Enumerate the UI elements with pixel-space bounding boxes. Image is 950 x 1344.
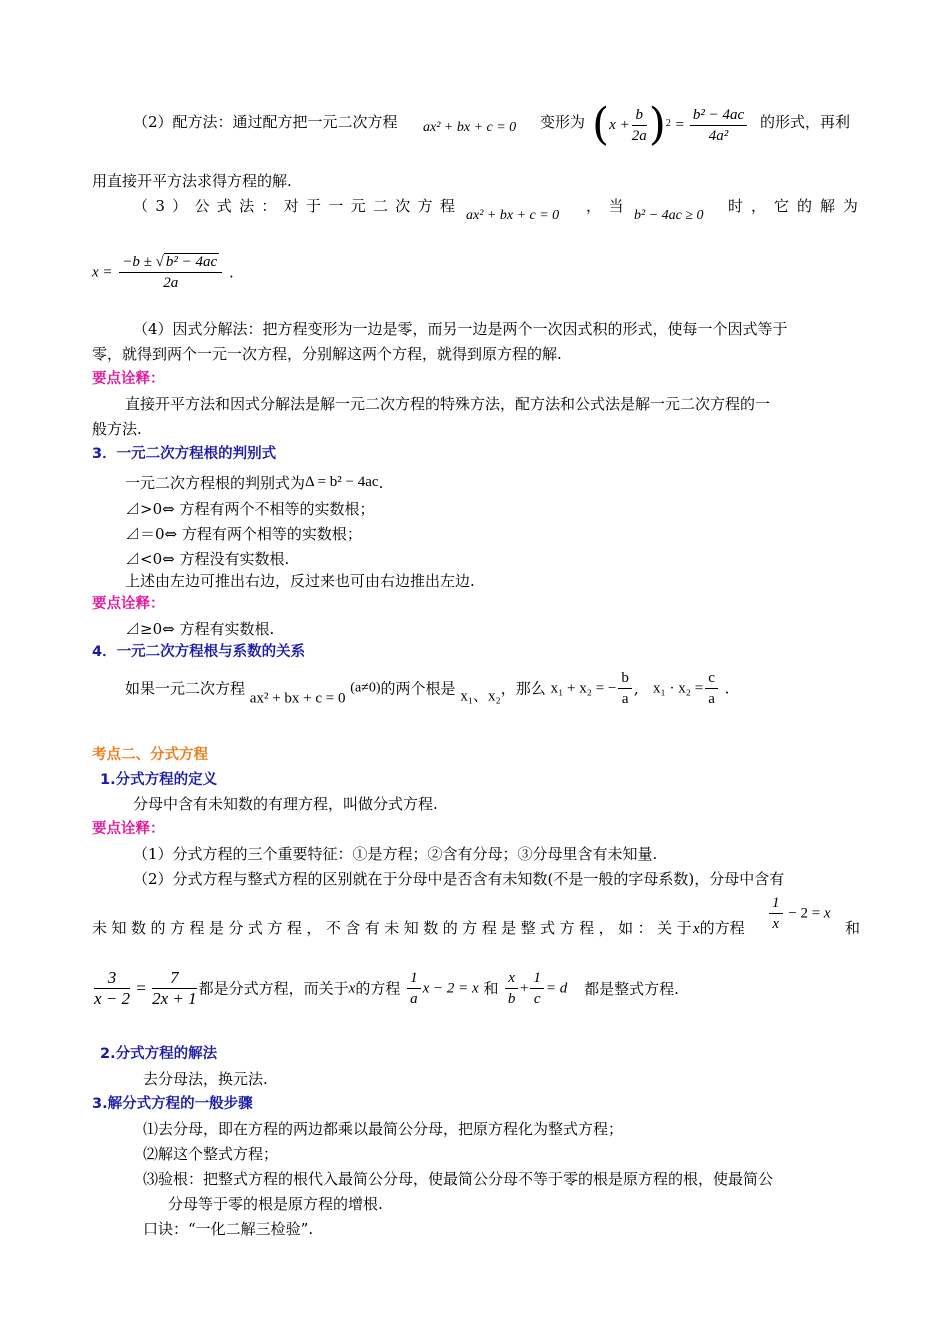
char: 不 <box>325 919 341 937</box>
transform-label: 变形为 <box>540 113 586 131</box>
char: 如 <box>618 919 634 937</box>
char: 数 <box>423 919 439 937</box>
char: 式 <box>540 919 556 937</box>
char: 的 <box>150 919 166 937</box>
char: 是 <box>208 919 224 937</box>
char: 为 <box>842 197 858 215</box>
char: 未 <box>384 919 400 937</box>
converse-note: 上述由左边可推出右边，反过来也可由右边推出左边. <box>125 572 475 590</box>
char: 于 <box>676 919 692 937</box>
note3-line2: （2）分式方程与整式方程的区别就在于分母中是否含有未知数(不是一般的字母系数)，分母中含有 <box>133 870 785 888</box>
vieta-line: 如果一元二次方程 ax² + bx + c = 0 (a≠0)的两个根是 x₁、x₂，那么 x₁ + x₂ = − $\frac{b}{a}$ , x₁ · x₂ = $\frac{c}{a}$ . <box>125 670 730 707</box>
note3-line1: （1）分式方程的三个重要特征：①是方程；②含有分母；③分母里含有未知量. <box>133 845 658 863</box>
subtitle-definition: 1.分式方程的定义 <box>100 772 218 788</box>
discriminant-def: 一元二次方程根的判别式为Δ = b² − 4ac. <box>125 474 384 492</box>
case-negative: ⊿<0⇔ 方程没有实数根. <box>125 550 290 568</box>
step-3-continued: 分母等于零的根是原方程的增根. <box>168 1195 383 1213</box>
case-nonnegative: ⊿≥0⇔ 方程有实数根. <box>125 620 275 638</box>
note3-line4: $\frac{3}{x - 2}$ = $\frac{7}{2x + 1}$ 都是分式方程，而关于x的方程 $\frac{1}{a}$ x − 2 = x 和 $\frac{x}{b}$ + $\frac{1}{c}$ = d 都是整式方程. <box>94 968 679 1008</box>
method4-line2: 零，就得到两个一元一次方程，分别解这两个方程，就得到原方程的解. <box>92 345 562 363</box>
char: ， <box>750 197 766 215</box>
method4-line1: （4）因式分解法：把方程变形为一边是零，而另一边是两个一次因式积的形式，使每一个因式等于 <box>133 320 788 338</box>
case-positive: ⊿>0⇔ 方程有两个不相等的实数根； <box>125 500 375 518</box>
char: 未 <box>92 919 108 937</box>
char: 式 <box>216 197 232 215</box>
method2-line1-end: 的形式，再利 <box>760 113 851 131</box>
char: 整 <box>520 919 536 937</box>
note1-line2: 般方法. <box>92 420 142 438</box>
and-word-1: 和 <box>845 919 861 937</box>
subtitle-steps: 3.解分式方程的一般步骤 <box>92 1096 253 1112</box>
step-2: ⑵解这个整式方程； <box>143 1145 279 1163</box>
note3-line3-x: x的方程 <box>693 919 745 937</box>
char: ， <box>306 919 322 937</box>
rhyme: 口诀：“一化二解三检验”. <box>143 1220 314 1238</box>
fraction-eq-definition: 分母中含有未知数的有理方程，叫做分式方程. <box>133 795 438 813</box>
note-label-3: 要点诠释： <box>92 821 165 837</box>
char: 方 <box>559 919 575 937</box>
char: 是 <box>501 919 517 937</box>
char: 方 <box>462 919 478 937</box>
char: 一 <box>328 197 344 215</box>
char: 解 <box>819 197 835 215</box>
char: 程 <box>439 197 455 215</box>
char: 知 <box>403 919 419 937</box>
char: 程 <box>286 919 302 937</box>
method2-line1: （2）配方法：通过配方把一元二次方程 <box>133 113 398 131</box>
char: 时 <box>728 197 744 215</box>
char: 对 <box>283 197 299 215</box>
char: 知 <box>111 919 127 937</box>
char: ： <box>261 197 277 215</box>
note3-line3 <box>92 918 692 938</box>
char: ） <box>172 197 188 215</box>
char: 3 <box>155 197 165 215</box>
char: 程 <box>579 919 595 937</box>
char: 含 <box>345 919 361 937</box>
char: 它 <box>773 197 789 215</box>
char: 分 <box>228 919 244 937</box>
char: 法 <box>239 197 255 215</box>
keypoint2-title: 考点二、分式方程 <box>92 747 208 763</box>
char: 程 <box>189 919 205 937</box>
char: 式 <box>247 919 263 937</box>
char: 的 <box>796 197 812 215</box>
step-3: ⑶验根：把整式方程的根代入最简公分母，使最简公分母不等于零的根是原方程的根，使最简公 <box>143 1170 774 1188</box>
method3-when: ， 当 <box>586 197 624 215</box>
char: （ <box>133 197 149 215</box>
char: 有 <box>364 919 380 937</box>
char: ： <box>637 919 653 937</box>
step-1: ⑴去分母，即在方程的两边都乘以最简公分母，把原方程化为整式方程； <box>143 1120 624 1138</box>
method2-line2: 用直接开平方法求得方程的解. <box>92 172 292 190</box>
char: 数 <box>130 919 146 937</box>
char: 元 <box>350 197 366 215</box>
char: 二 <box>372 197 388 215</box>
char: ， <box>598 919 614 937</box>
char: 方 <box>417 197 433 215</box>
solution-methods: 去分母法，换元法. <box>143 1070 268 1088</box>
char: 公 <box>194 197 210 215</box>
subtitle-solution-methods: 2.分式方程的解法 <box>100 1046 218 1062</box>
quadratic-equation: ax² + bx + c = 0 <box>423 120 517 135</box>
char: 于 <box>306 197 322 215</box>
char: 方 <box>169 919 185 937</box>
completed-square-formula: (x + $\frac{b}{2a}$ )$^2$ = $\frac{\text{b² − 4ac}}{\text{4a²}}$ <box>592 102 749 152</box>
note-label-1: 要点诠释： <box>92 371 165 387</box>
note1-line1: 直接开平方法和因式分解法是解一元二次方程的特殊方法，配方法和公式法是解一元二次方程的一 <box>125 395 771 413</box>
method3-line1-tail <box>728 196 858 216</box>
section3-title: 3．一元二次方程根的判别式 <box>92 446 277 462</box>
char: 方 <box>267 919 283 937</box>
char: 关 <box>657 919 673 937</box>
char: 的 <box>442 919 458 937</box>
example-eq-1: $\frac{1}{x}$ − 2 = x <box>767 893 831 943</box>
quadratic-formula: x = $\frac{\text{−b ± √ b² − 4ac}}{2a}$ . <box>92 254 234 291</box>
char: 程 <box>481 919 497 937</box>
discriminant-condition: b² − 4ac ≥ 0 <box>634 208 704 223</box>
char: 次 <box>395 197 411 215</box>
case-zero: ⊿＝0⇔ 方程有两个相等的实数根； <box>125 525 362 543</box>
note-label-2: 要点诠释： <box>92 596 165 612</box>
method3-equation: ax² + bx + c = 0 <box>466 208 560 223</box>
section4-title: 4．一元二次方程根与系数的关系 <box>92 644 306 660</box>
method3-line1 <box>133 196 455 216</box>
